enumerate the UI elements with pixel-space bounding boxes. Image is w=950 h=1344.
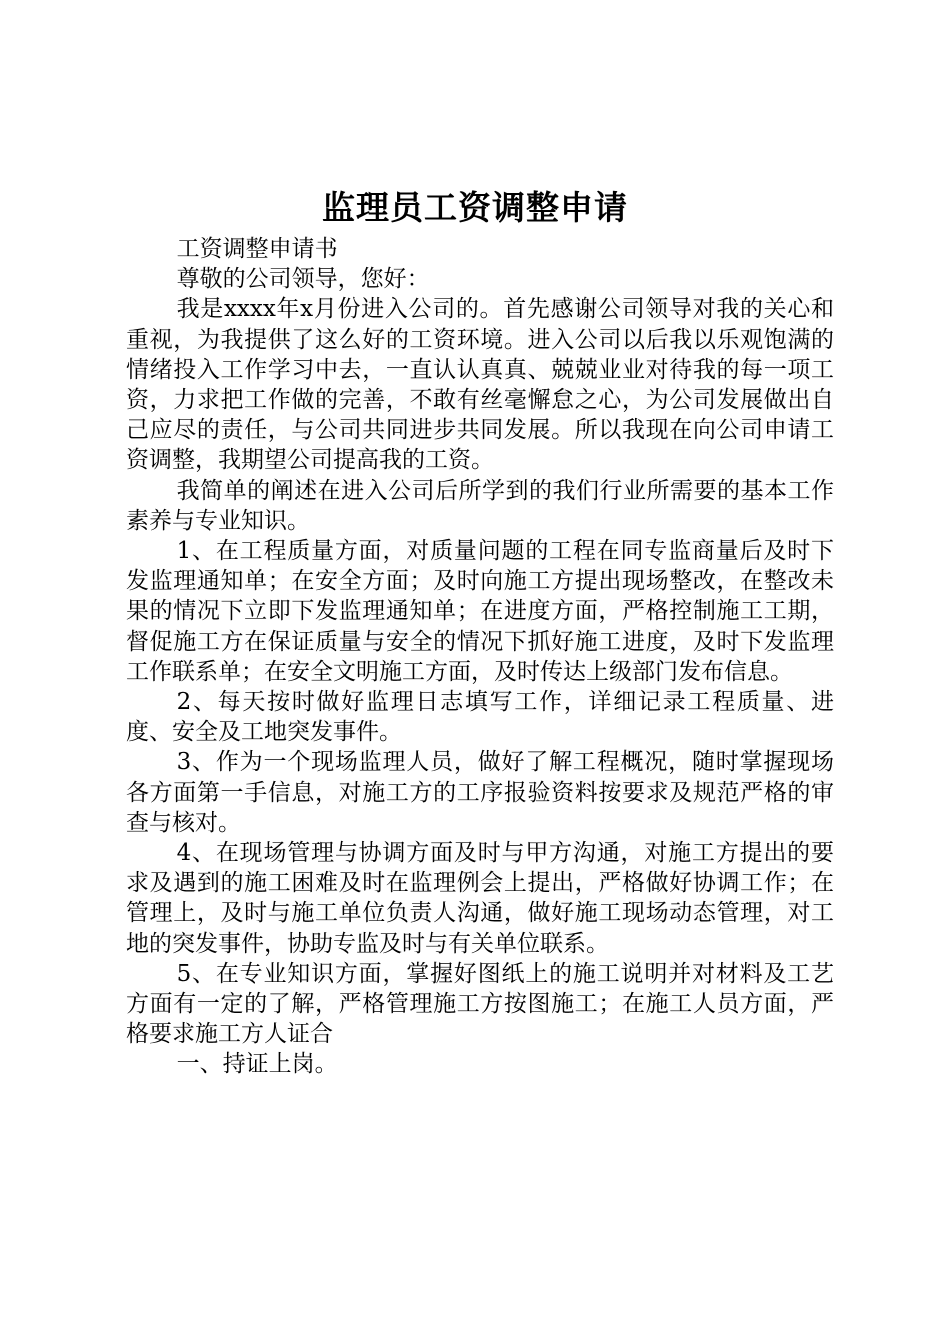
heading-line: 工资调整申请书 [176,236,338,262]
paragraph-item-4: 4、在现场管理与协调方面及时与甲方沟通，对施工方提出的要求及遇到的施工困难及时在监理例会上提出，严格做好协调工作；在管理上，及时与施工单位负责人沟通，做好施工现场动态管理，对工地的突发事件，协助专监及时与有关单位联系。 [126,840,834,957]
salutation: 尊敬的公司领导，您好： [176,266,430,293]
paragraph-item-2: 2、每天按时做好监理日志填写工作，详细记录工程质量、进度、安全及工地突发事件。 [126,689,834,746]
document-title: 监理员工资调整申请 [322,188,628,227]
paragraph-item-3: 3、作为一个现场监理人员，做好了解工程概况，随时掌握现场各方面第一手信息，对施工方的工序报验资料按要求及规范严格的审查与核对。 [126,749,834,836]
document-body [126,234,834,1080]
paragraph-intro: 我是xxxx年x月份进入公司的。首先感谢公司领导对我的关心和重视，为我提供了这么好的工资环境。进入公司以后我以乐观饱满的情绪投入工作学习中去，一直认认真真、兢兢业业对待我的每一项工资，力求把工作做的完善，不敢有丝毫懈怠之心，为公司发展做出自己应尽的责任，与公司共同进步共同发展。所以我现在向公司申请工资调整，我期望公司提高我的工资。 [126,296,834,474]
paragraph-summary: 我简单的阐述在进入公司后所学到的我们行业所需要的基本工作素养与专业知识。 [126,477,834,534]
paragraph-final: 一、持证上岗。 [176,1051,338,1078]
paragraph-item-1: 1、在工程质量方面，对质量问题的工程在同专监商量后及时下发监理通知单；在安全方面；及时向施工方提出现场整改，在整改未果的情况下立即下发监理通知单；在进度方面，严格控制施工工期，督促施工方在保证质量与安全的情况下抓好施工进度，及时下发监理工作联系单；在安全文明施工方面，及时传达上级部门发布信息。 [126,538,834,685]
paragraph-item-5: 5、在专业知识方面，掌握好图纸上的施工说明并对材料及工艺方面有一定的了解，严格管理施工方按图施工；在施工人员方面，严格要求施工方人证合 [126,960,834,1048]
